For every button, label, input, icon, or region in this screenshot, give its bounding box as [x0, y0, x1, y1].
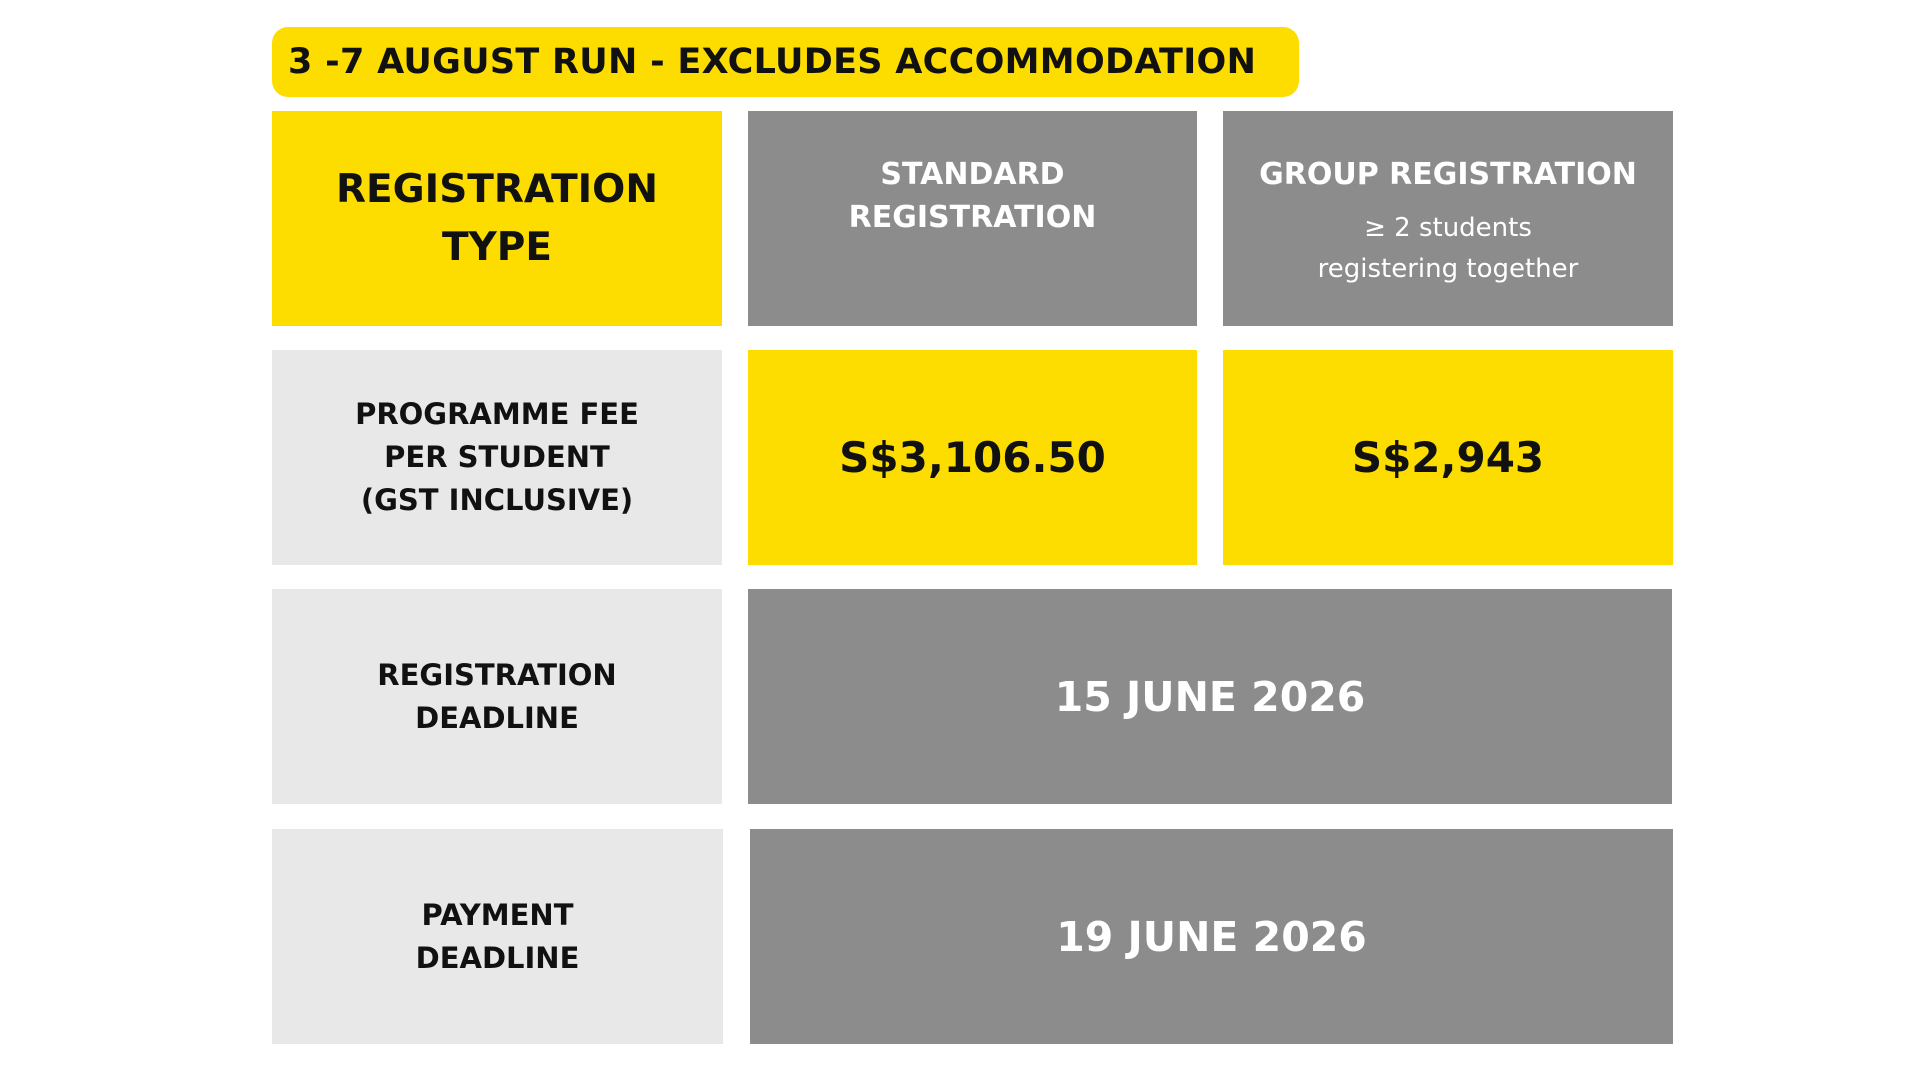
pay-deadline-label-line-2: DEADLINE — [415, 940, 580, 975]
header-standard-registration — [748, 111, 1197, 326]
fee-label-line-2: PER STUDENT — [384, 440, 610, 474]
registration-deadline-cell — [748, 589, 1672, 804]
header-group-subtitle-line-1: ≥ 2 students — [1364, 213, 1532, 243]
header-type-line-2: TYPE — [441, 224, 553, 270]
label-programme-fee — [272, 350, 722, 565]
registration-deadline-value: 15 JUNE 2026 — [1054, 672, 1366, 721]
header-group-title: GROUP REGISTRATION — [1259, 157, 1637, 192]
header-group-subtitle-line-2: registering together — [1317, 254, 1579, 284]
standard-price-cell — [748, 350, 1197, 565]
header-standard-line-2: REGISTRATION — [848, 200, 1097, 235]
payment-deadline-cell — [750, 829, 1673, 1044]
label-registration-deadline — [272, 589, 722, 804]
banner-title: 3 -7 AUGUST RUN - EXCLUDES ACCOMMODATION — [288, 42, 1257, 82]
title-banner — [272, 27, 1299, 97]
reg-deadline-label-line-2: DEADLINE — [415, 700, 579, 735]
fee-label-line-3: (GST INCLUSIVE) — [360, 483, 634, 517]
label-payment-deadline — [272, 829, 723, 1044]
header-type-line-1: REGISTRATION — [336, 166, 658, 212]
pay-deadline-label-line-1: PAYMENT — [421, 897, 574, 932]
header-group-subtitle — [1318, 208, 1579, 290]
group-price-cell — [1223, 350, 1673, 565]
fee-label-line-1: PROGRAMME FEE — [355, 397, 639, 431]
standard-price: S$3,106.50 — [839, 433, 1106, 482]
group-price: S$2,943 — [1351, 433, 1545, 482]
header-group-registration — [1223, 111, 1673, 326]
header-registration-type — [272, 111, 722, 326]
reg-deadline-label-line-1: REGISTRATION — [377, 657, 617, 692]
header-standard-line-1: STANDARD — [880, 157, 1065, 192]
payment-deadline-value: 19 JUNE 2026 — [1056, 912, 1367, 961]
